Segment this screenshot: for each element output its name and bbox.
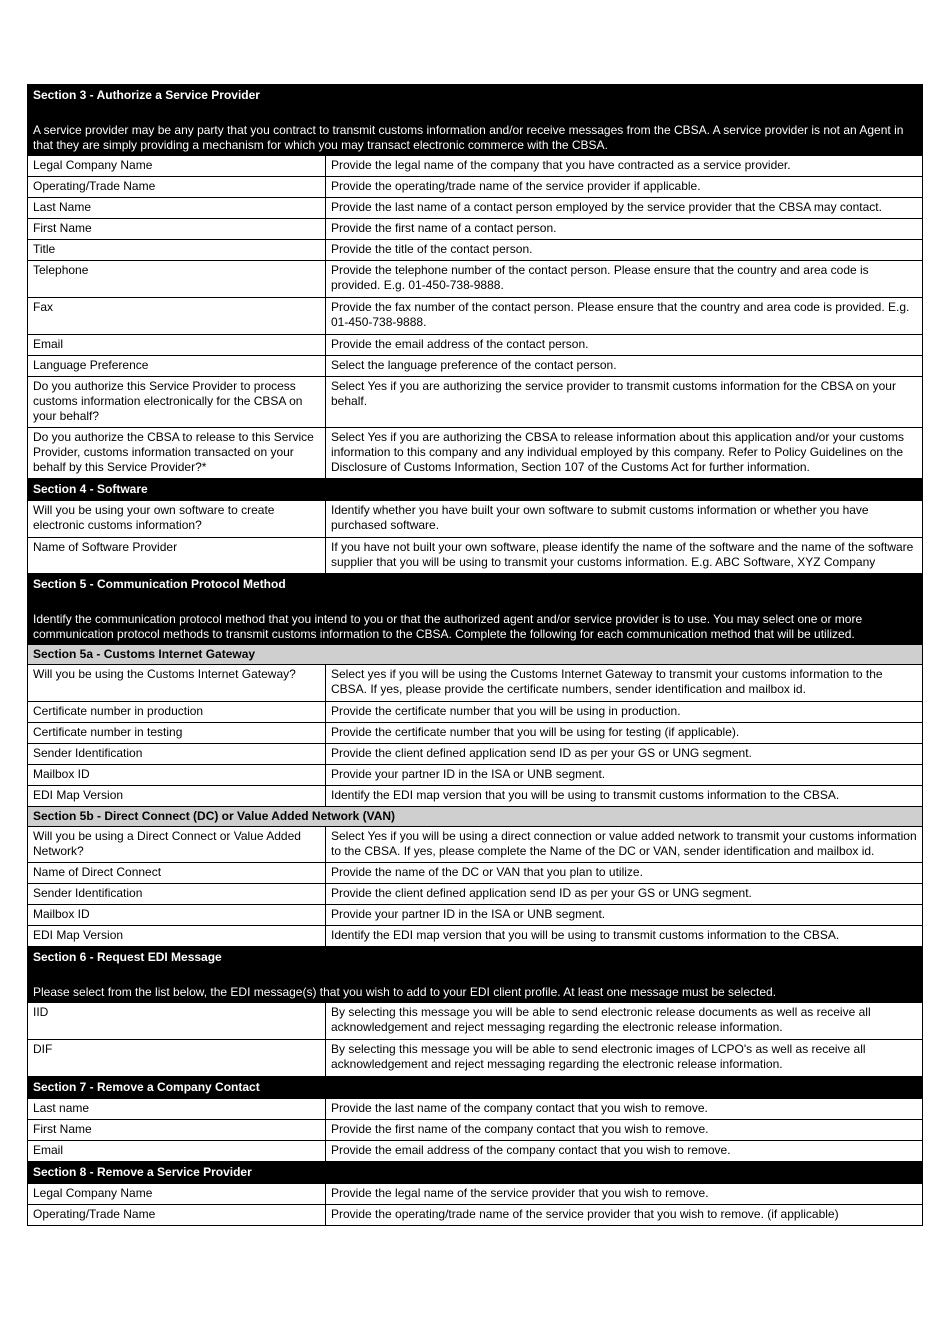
field-label: DIF: [28, 1040, 326, 1077]
field-description: Select Yes if you will be using a direct connection or value added network to transmit your customs information to the CBSA. If yes, please complete the Name of the DC or VAN, sender identification and mailbox id.: [326, 827, 923, 863]
section-4-header: [28, 479, 923, 501]
section-3-title: Section 3 - Authorize a Service Provider: [28, 85, 923, 107]
field-description: Provide the certificate number that you will be using in production.: [326, 702, 923, 723]
field-label: EDI Map Version: [28, 926, 326, 947]
field-label: IID: [28, 1003, 326, 1040]
field-label: Title: [28, 240, 326, 261]
table-row: [28, 356, 923, 377]
table-row: [28, 1003, 923, 1040]
field-description: Provide the name of the DC or VAN that you plan to utilize.: [326, 863, 923, 884]
table-row: [28, 827, 923, 863]
table-row: [28, 377, 923, 428]
table-row: [28, 240, 923, 261]
field-label: Mailbox ID: [28, 765, 326, 786]
field-label: Fax: [28, 298, 326, 335]
section-5b-title: Section 5b - Direct Connect (DC) or Value Added Network (VAN): [28, 807, 923, 827]
field-label: Certificate number in production: [28, 702, 326, 723]
table-row: [28, 905, 923, 926]
table-row: [28, 723, 923, 744]
field-label: Will you be using a Direct Connect or Value Added Network?: [28, 827, 326, 863]
table-row: [28, 1040, 923, 1077]
field-label: Name of Direct Connect: [28, 863, 326, 884]
section-6-header: [28, 947, 923, 969]
table-row: [28, 1141, 923, 1162]
field-label: Will you be using the Customs Internet Gateway?: [28, 665, 326, 702]
table-row: [28, 1120, 923, 1141]
field-description: Provide the legal name of the company that you have contracted as a service provider.: [326, 156, 923, 177]
section-7-header: [28, 1077, 923, 1099]
section-3-intro: A service provider may be any party that you contract to transmit customs information and/or receive messages from the CBSA. A service provider is not an Agent in that they are simply providing a mechanism for which you may transact electronic commerce with the CBSA.: [33, 123, 904, 152]
field-label: Do you authorize this Service Provider to process customs information electronically for the CBSA on your behalf?: [28, 377, 326, 428]
field-label: Sender Identification: [28, 744, 326, 765]
table-row: [28, 702, 923, 723]
field-label: Certificate number in testing: [28, 723, 326, 744]
field-label: Email: [28, 335, 326, 356]
section-5a-title: Section 5a - Customs Internet Gateway: [28, 645, 923, 665]
field-description: Select Yes if you are authorizing the CBSA to release information about this application and/or your customs information to this company and any individual employed by this company. Refer to Policy Guidelines on the Disclosure of Customs Information, Section 107 of the Customs Act for further information.: [326, 428, 923, 479]
field-description: Provide the client defined application send ID as per your GS or UNG segment.: [326, 884, 923, 905]
instructions-document: [27, 84, 922, 1226]
field-description: Provide the fax number of the contact person. Please ensure that the country and area code is provided. E.g. 01-450-738-9888.: [326, 298, 923, 335]
section-8-title: Section 8 - Remove a Service Provider: [28, 1162, 923, 1184]
table-row: [28, 1205, 923, 1226]
field-description: Provide the first name of a contact person.: [326, 219, 923, 240]
table-row: [28, 501, 923, 538]
table-row: [28, 335, 923, 356]
field-description: By selecting this message you will be able to send electronic images of LCPO's as well as receive all acknowledgement and reject messaging regarding the electronic release information.: [326, 1040, 923, 1077]
table-row: [28, 863, 923, 884]
table-row: [28, 261, 923, 298]
table-row: [28, 198, 923, 219]
field-label: Sender Identification: [28, 884, 326, 905]
field-description: Identify whether you have built your own software to submit customs information or whether you have purchased software.: [326, 501, 923, 538]
field-description: Provide the email address of the company contact that you wish to remove.: [326, 1141, 923, 1162]
table-row: [28, 926, 923, 947]
section-6-intro: Please select from the list below, the EDI message(s) that you wish to add to your EDI client profile. At least one message must be selected.: [33, 985, 777, 999]
field-description: Provide the telephone number of the contact person. Please ensure that the country and area code is provided. E.g. 01-450-738-9888.: [326, 261, 923, 298]
table-row: [28, 1099, 923, 1120]
field-label: Will you be using your own software to create electronic customs information?: [28, 501, 326, 538]
table-row: [28, 156, 923, 177]
table-row: [28, 744, 923, 765]
table-row: [28, 884, 923, 905]
section-3-intro-row: [28, 107, 923, 156]
field-label: Last name: [28, 1099, 326, 1120]
field-label: Email: [28, 1141, 326, 1162]
section-7-title: Section 7 - Remove a Company Contact: [28, 1077, 923, 1099]
table-row: [28, 298, 923, 335]
table-row: [28, 765, 923, 786]
table-row: [28, 665, 923, 702]
field-description: Identify the EDI map version that you will be using to transmit customs information to the CBSA.: [326, 926, 923, 947]
field-description: Identify the EDI map version that you will be using to transmit customs information to the CBSA.: [326, 786, 923, 807]
field-description: Provide your partner ID in the ISA or UNB segment.: [326, 905, 923, 926]
field-description: If you have not built your own software, please identify the name of the software and the name of the software supplier that you will be using to transmit your customs information. E.g. ABC Software, XYZ Company: [326, 538, 923, 574]
field-label: Do you authorize the CBSA to release to this Service Provider, customs information transacted on your behalf by this Service Provider?*: [28, 428, 326, 479]
field-description: Provide the last name of a contact person employed by the service provider that the CBSA may contact.: [326, 198, 923, 219]
field-label: Mailbox ID: [28, 905, 326, 926]
field-label: Telephone: [28, 261, 326, 298]
section-5b-header: [28, 807, 923, 827]
field-description: Provide the client defined application send ID as per your GS or UNG segment.: [326, 744, 923, 765]
table-row: [28, 428, 923, 479]
section-5a-header: [28, 645, 923, 665]
field-label: Last Name: [28, 198, 326, 219]
section-5-intro-row: [28, 596, 923, 645]
field-label: EDI Map Version: [28, 786, 326, 807]
field-description: Provide the last name of the company contact that you wish to remove.: [326, 1099, 923, 1120]
field-description: Provide the title of the contact person.: [326, 240, 923, 261]
section-3-header: [28, 85, 923, 107]
field-label: Operating/Trade Name: [28, 177, 326, 198]
field-description: Provide your partner ID in the ISA or UNB segment.: [326, 765, 923, 786]
instructions-table: [27, 84, 923, 1226]
table-row: [28, 177, 923, 198]
section-4-title: Section 4 - Software: [28, 479, 923, 501]
table-row: [28, 538, 923, 574]
field-description: Provide the certificate number that you will be using for testing (if applicable).: [326, 723, 923, 744]
field-description: Provide the first name of the company contact that you wish to remove.: [326, 1120, 923, 1141]
table-row: [28, 219, 923, 240]
field-label: First Name: [28, 1120, 326, 1141]
field-description: Provide the email address of the contact person.: [326, 335, 923, 356]
field-label: Legal Company Name: [28, 1184, 326, 1205]
field-label: Name of Software Provider: [28, 538, 326, 574]
table-row: [28, 1184, 923, 1205]
section-8-header: [28, 1162, 923, 1184]
section-5-header: [28, 574, 923, 596]
field-description: Select Yes if you are authorizing the service provider to transmit customs information for the CBSA on your behalf.: [326, 377, 923, 428]
field-description: Select yes if you will be using the Customs Internet Gateway to transmit your customs information to the CBSA. If yes, please provide the certificate numbers, sender identification and mailbox id.: [326, 665, 923, 702]
field-description: Provide the operating/trade name of the service provider that you wish to remove. (if applicable): [326, 1205, 923, 1226]
field-label: Operating/Trade Name: [28, 1205, 326, 1226]
section-6-title: Section 6 - Request EDI Message: [28, 947, 923, 969]
table-row: [28, 786, 923, 807]
section-6-intro-row: [28, 969, 923, 1003]
field-description: Provide the operating/trade name of the service provider if applicable.: [326, 177, 923, 198]
field-label: Language Preference: [28, 356, 326, 377]
field-description: Provide the legal name of the service provider that you wish to remove.: [326, 1184, 923, 1205]
field-description: Select the language preference of the contact person.: [326, 356, 923, 377]
section-5-title: Section 5 - Communication Protocol Method: [28, 574, 923, 596]
field-label: First Name: [28, 219, 326, 240]
section-5-intro: Identify the communication protocol method that you intend to you or that the authorized agent and/or service provider is to use. You may select one or more communication protocol methods to transmit customs information to the CBSA. Complete the following for each communication method that will be utilized.: [33, 612, 863, 641]
field-description: By selecting this message you will be able to send electronic release documents as well as receive all acknowledgement and reject messaging regarding the electronic release information.: [326, 1003, 923, 1040]
field-label: Legal Company Name: [28, 156, 326, 177]
